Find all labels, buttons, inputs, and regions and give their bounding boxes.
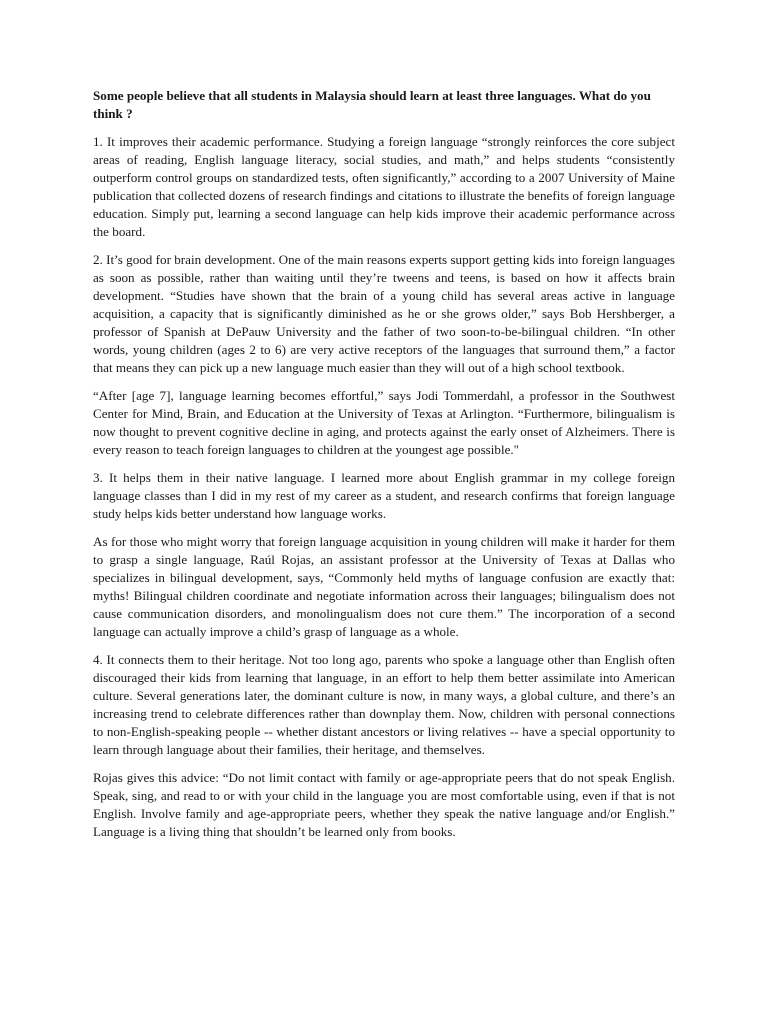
document-body bbox=[93, 87, 675, 851]
paragraph-native-language: 3. It helps them in their native language. I learned more about English grammar in my college foreign language classes than I did in my rest of my career as a student, and research confirms that foreign language study helps kids better understand how language works. bbox=[93, 470, 675, 521]
paragraph-academic-performance: 1. It improves their academic performance. Studying a foreign language “strongly reinforces the core subject areas of reading, English language literacy, social studies, and math,” and helps students “consistently outperform control groups on standardized tests, often significantly,” according to a 2007 University of Maine publication that collected dozens of research findings and citations to illustrate the benefits of foreign language education. Simply put, learning a second language can help kids improve their academic performance across the board. bbox=[93, 134, 675, 239]
paragraph-heritage: 4. It connects them to their heritage. Not too long ago, parents who spoke a language other than English often discouraged their kids from learning that language, in an effort to help them better assimilate into American culture. Several generations later, the dominant culture is now, in many ways, a global culture, and there’s an increasing trend to celebrate differences rather than downplay them. Now, children with personal connections to non-English-speaking people -- whether distant ancestors or living relatives -- have a special opportunity to learn through language about their families, their heritage, and themselves. bbox=[93, 652, 675, 757]
paragraph-tommerdahl-quote: “After [age 7], language learning becomes effortful,” says Jodi Tommerdahl, a professor in the Southwest Center for Mind, Brain, and Education at the University of Texas at Arlington. “Furthermore, bilingualism is now thought to prevent cognitive decline in aging, and protects against the early onset of Alzheimers. There is every reason to teach foreign languages to children at the youngest age possible." bbox=[93, 388, 675, 457]
paragraph-rojas-myths: As for those who might worry that foreign language acquisition in young children will make it harder for them to grasp a single language, Raúl Rojas, an assistant professor at the University of Texas at Dallas who specializes in bilingual development, says, “Commonly held myths of language confusion are exactly that: myths! Bilingual children coordinate and negotiate information across their languages; bilingualism does not cause communication disorders, and monolingualism does not cure them.” The incorporation of a second language can actually improve a child’s grasp of language as a whole. bbox=[93, 534, 675, 639]
paragraph-brain-development: 2. It’s good for brain development. One of the main reasons experts support getting kids into foreign languages as soon as possible, rather than waiting until they’re tweens and teens, is based on how it affects brain development. “Studies have shown that the brain of a young child has several areas active in language acquisition, a capacity that is significantly diminished as he or she grows older,” says Bob Hershberger, a professor of Spanish at DePauw University and the father of two soon-to-be-bilingual children. “In other words, young children (ages 2 to 6) are very active receptors of the languages that surround them,” a factor that means they can pick up a new language much easier than they will out of a high school textbook. bbox=[93, 252, 675, 375]
essay-question-heading: Some people believe that all students in Malaysia should learn at least three languages. What do you think ? bbox=[93, 88, 651, 121]
paragraph-rojas-advice: Rojas gives this advice: “Do not limit contact with family or age-appropriate peers that do not speak English. Speak, sing, and read to or with your child in the language you are most comfortable using, even if that is not English. Involve family and age-appropriate peers, whether they speak the native language and/or English.” Language is a living thing that shouldn’t be learned only from books. bbox=[93, 770, 675, 839]
